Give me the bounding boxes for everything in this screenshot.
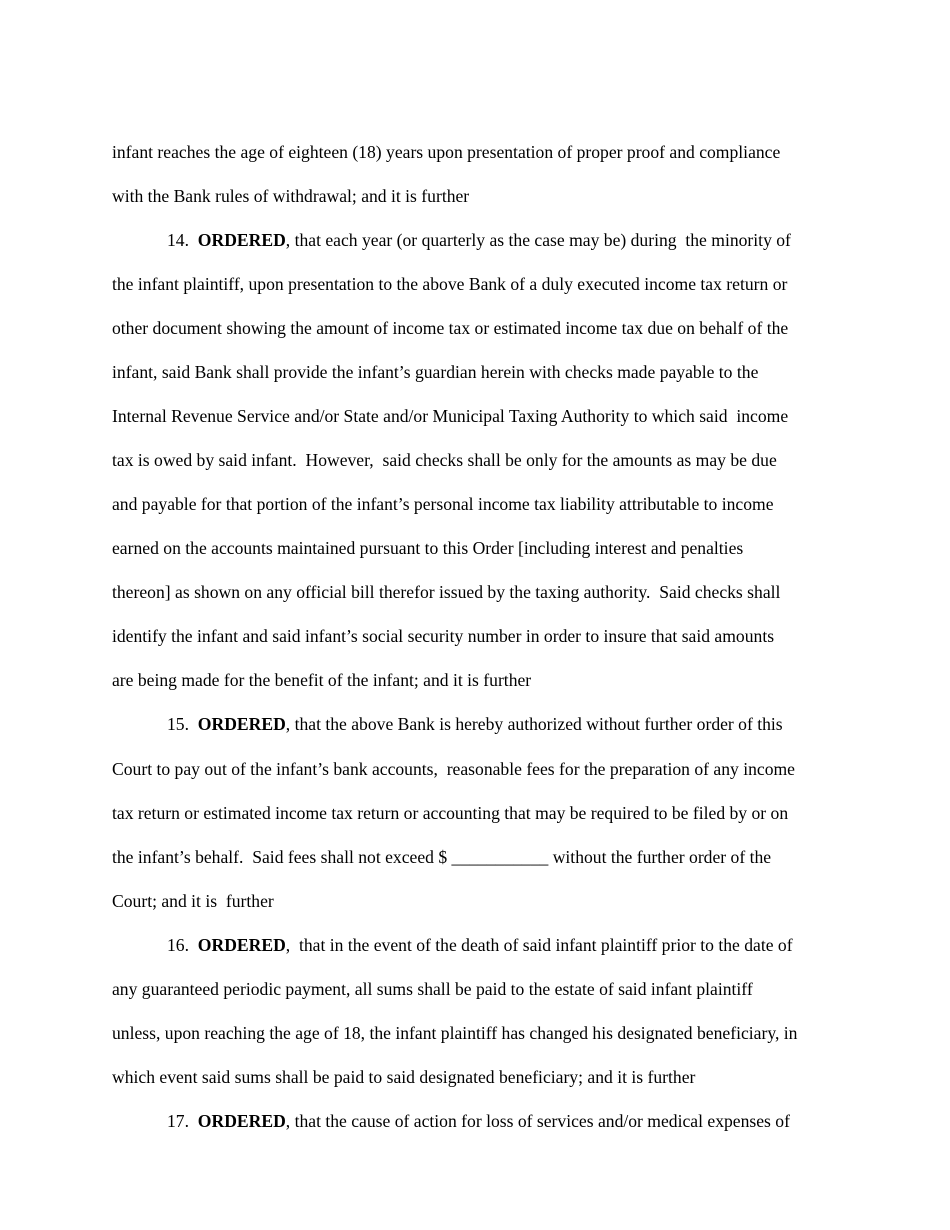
text-line: the infant plaintiff, upon presentation to the above Bank of a duly executed income tax return or: [112, 274, 788, 294]
paragraph-number: 16.: [167, 935, 189, 955]
text-line: unless, upon reaching the age of 18, the infant plaintiff has changed his designated beneficiary, in: [112, 1023, 798, 1043]
paragraph-text: , that the cause of action for loss of services and/or medical expenses of: [285, 1111, 790, 1131]
text-line: earned on the accounts maintained pursuant to this Order [including interest and penalties: [112, 538, 744, 558]
text-line: which event said sums shall be paid to said designated beneficiary; and it is further: [112, 1067, 696, 1087]
text-line: any guaranteed periodic payment, all sums shall be paid to the estate of said infant plaintiff: [112, 979, 753, 999]
ordered-keyword: ORDERED: [197, 935, 286, 955]
paragraph-text: , that each year (or quarterly as the case may be) during the minority of: [285, 230, 791, 250]
paragraph-number: 15.: [167, 714, 189, 734]
text-line: tax return or estimated income tax return or accounting that may be required to be filed by or on: [112, 803, 789, 823]
text-line: Court; and it is further: [112, 891, 274, 911]
paragraph-text: , that in the event of the death of said infant plaintiff prior to the date of: [285, 935, 793, 955]
text-line: with the Bank rules of withdrawal; and it is further: [112, 186, 470, 206]
text-line: identify the infant and said infant’s social security number in order to insure that said amounts: [112, 626, 775, 646]
text-line: thereon] as shown on any official bill therefor issued by the taxing authority. Said checks shall: [112, 582, 781, 602]
paragraph-number: 14.: [167, 230, 189, 250]
text-line: infant, said Bank shall provide the infant’s guardian herein with checks made payable to the: [112, 362, 759, 382]
text-line: infant reaches the age of eighteen (18) years upon presentation of proper proof and compliance: [112, 142, 781, 162]
paragraph-14-heading: [167, 230, 791, 250]
text-line: Court to pay out of the infant’s bank accounts, reasonable fees for the preparation of any income: [112, 759, 795, 779]
paragraph-16-heading: [167, 935, 793, 955]
ordered-keyword: ORDERED: [197, 1111, 286, 1131]
ordered-keyword: ORDERED: [197, 714, 286, 734]
paragraph-number: 17.: [167, 1111, 189, 1131]
text-line: the infant’s behalf. Said fees shall not exceed $ ___________ without the further order of the: [112, 847, 772, 867]
text-line: are being made for the benefit of the infant; and it is further: [112, 670, 532, 690]
text-line: tax is owed by said infant. However, said checks shall be only for the amounts as may be due: [112, 450, 777, 470]
text-line: other document showing the amount of income tax or estimated income tax due on behalf of the: [112, 318, 789, 338]
paragraph-text: , that the above Bank is hereby authorized without further order of this: [285, 714, 783, 734]
paragraph-17-heading: [167, 1111, 790, 1131]
text-line: Internal Revenue Service and/or State and/or Municipal Taxing Authority to which said income: [112, 406, 789, 426]
paragraph-15-heading: [167, 714, 783, 734]
text-line: and payable for that portion of the infant’s personal income tax liability attributable to income: [112, 494, 774, 514]
ordered-keyword: ORDERED: [197, 230, 286, 250]
